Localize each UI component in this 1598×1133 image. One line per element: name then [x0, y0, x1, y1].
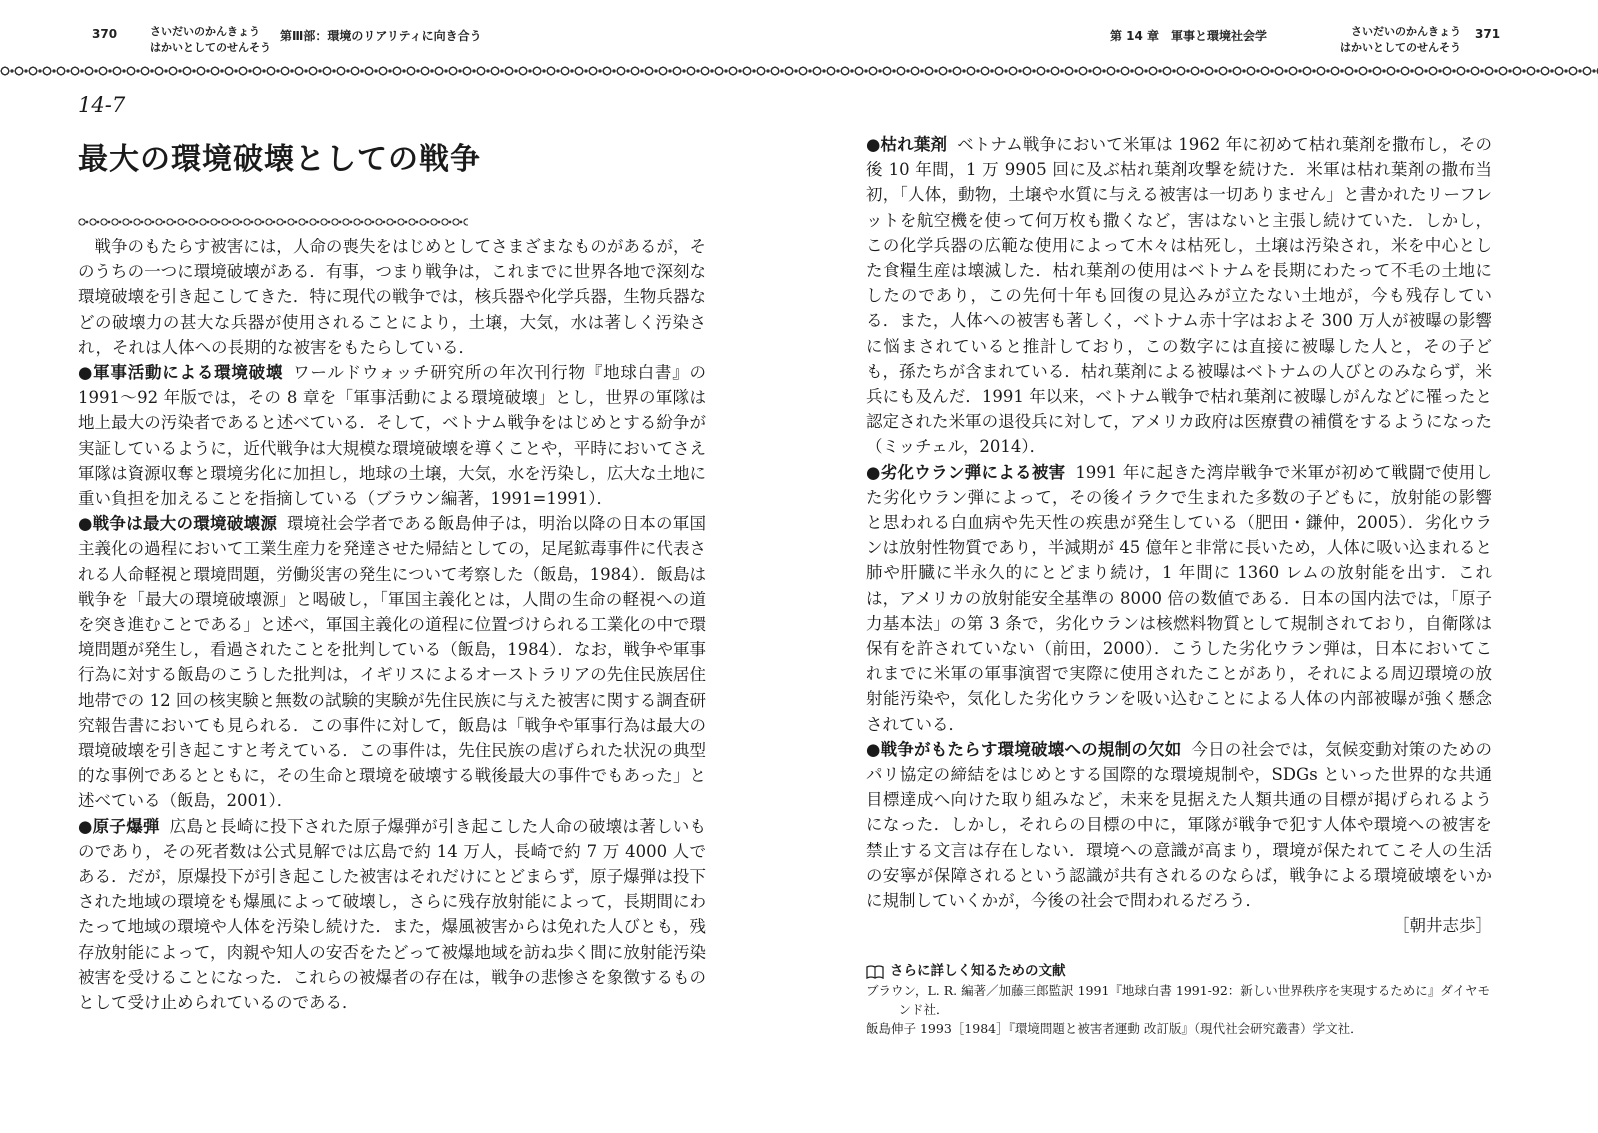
- references-section: [866, 962, 1492, 1038]
- header-ornament-divider: [0, 64, 1598, 78]
- intro-paragraph: 戦争のもたらす被害には，人命の喪失をはじめとしてさまざまなものがあるが，そのうちの一つに環境破壊がある．有事，つまり戦争は，これまでに世界各地で深刻な環境破壊を引き起こしてきた．特に現代の戦争では，核兵器や化学兵器，生物兵器などの破壊力の甚大な兵器が使用されることにより，土壌，大気，水は著しく汚染され，それは人体への長期的な被害をもたらしている．: [78, 237, 707, 357]
- references-title: さらに詳しく知るための文献: [890, 963, 1066, 979]
- right-page-number: 371: [1475, 27, 1501, 41]
- right-header-series-line1: さいだいのかんきょう: [1351, 25, 1461, 38]
- heading-military-activity: ●軍事活動による環境破壊: [78, 363, 284, 383]
- reference-item: ブラウン，L. R. 編著／加藤三郎監訳 1991『地球白書 1991-92：新しい世界秩序を実現するために』ダイヤモンド社．: [866, 983, 1491, 1017]
- left-header-series-line1: さいだいのかんきょう: [150, 25, 260, 38]
- right-header-chapter: 第 14 章 軍事と環境社会学: [1110, 29, 1268, 43]
- left-column: [78, 234, 706, 1015]
- paragraph-depleted-uranium: [866, 460, 1492, 737]
- section-number: 14-7: [78, 93, 126, 117]
- page-title: 最大の環境破壊としての戦争: [78, 142, 481, 177]
- left-header-series-line2: はかいとしてのせんそう: [150, 41, 271, 54]
- left-header-series: [150, 24, 271, 56]
- title-ornament-divider: [78, 217, 468, 227]
- text-depleted-uranium: 1991 年に起きた湾岸戦争で米軍が初めて戦闘で使用した劣化ウラン弾によって，その後イラクで生まれた多数の子どもに，放射能の影響と思われる白血病や先天性の疾患が発生している（肥田・鎌仲，2005）．劣化ウランは放射性物質であり，半減期が 45 億年と非常に長いため，人体に吸い込まれると肺や肝臓に半永久的にとどまり続け，1 年間に 1360 レムの放射能を出す．これは，アメリカの放射能安全基準の 8000 倍の数値である．日本の国内法では，「原子力基本法」の第 3 条で，劣化ウランは核燃料物質として規制されており，自衛隊は保有を許されていない（前田，2000）．こうした劣化ウラン弾は，日本においてこれまでに米軍の軍事演習で実際に使用されたことがあり，それによる周辺環境の放射能汚染や，気化した劣化ウランを吸い込むことによる人体の内部被曝が強く懸念されている．: [866, 462, 1492, 734]
- references-title-row: [866, 962, 1492, 981]
- paragraph-regulation-lack: [866, 737, 1492, 913]
- right-column: [866, 132, 1492, 939]
- text-atomic-bomb: 広島と長崎に投下された原子爆弾が引き起こした人命の破壊は著しいものであり，その死者数は公式見解では広島で約 14 万人，長崎で約 7 万 4000 人である．だが，原爆投下が引き起こした被害はそれだけにとどまらず，原子爆弾は投下された地域の環境をも爆風によって破壊し，さらに残存放射能によって，長期間にわたって地域の環境や人体を汚染し続けた．また，爆風被害からは免れた人びとも，残存放射能によって，肉親や知人の安否をたどって被爆地域を訪ね歩く間に放射能汚染被害を受けることになった．これらの被爆者の存在は，戦争の悲惨さを象徴するものとして受け止められているのである．: [78, 816, 706, 1013]
- book-icon: [866, 965, 884, 979]
- heading-regulation-lack: ●戦争がもたらす環境破壊への規制の欠如: [866, 739, 1182, 759]
- paragraph-military-activity: [78, 360, 706, 511]
- paragraph-agent-orange: [866, 132, 1492, 460]
- heading-agent-orange: ●枯れ葉剤: [866, 135, 948, 154]
- text-agent-orange: ベトナム戦争において米軍は 1962 年に初めて枯れ葉剤を撒布し，その後 10 年間，1 万 9905 回に及ぶ枯れ葉剤攻撃を続けた．米軍は枯れ葉剤の撒布当初，「人体，動物，土壌や水質に与える被害は一切ありません」と書かれたリーフレットを航空機を使って何万枚も撒くなど，害はないと主張し続けていた．しかし，この化学兵器の広範な使用によって木々は枯死し，土壌は汚染され，米を中心とした食糧生産は壊滅した．枯れ葉剤の使用はベトナムを長期にわたって不毛の土地にしたのであり，この先何十年も回復の見込みが立たない土地が，今も残存している．また，人体への被害も著しく，ベトナム赤十字はおよそ 300 万人が被曝の影響に悩まされていると推計しており，この数字には直接に被曝した人と，その子ども，孫たちが含まれている．枯れ葉剤による被曝はベトナムの人びとのみならず，米兵にも及んだ．1991 年以来，ベトナム戦争で枯れ葉剤に被曝しがんなどに罹ったと認定された米軍の退役兵に対して，アメリカ政府は医療費の補償をするようになった（ミッチェル，2014）．: [866, 135, 1493, 457]
- right-header-series-line2: はかいとしてのせんそう: [1340, 41, 1461, 54]
- right-header-series: [1340, 24, 1461, 56]
- left-header-part: 第Ⅲ部：環境のリアリティに向き合う: [280, 29, 482, 43]
- heading-war-source: ●戦争は最大の環境破壊源: [78, 514, 278, 534]
- paragraph-war-source: [78, 511, 706, 813]
- heading-atomic-bomb: ●原子爆弾: [78, 816, 160, 836]
- text-regulation-lack: 今日の社会では，気候変動対策のためのパリ協定の締結をはじめとする国際的な環境規制や，SDGs といった世界的な共通目標達成へ向けた取り組みなど，未来を見据えた人類共通の目標が掲げられるようになった．しかし，それらの目標の中に，軍隊が戦争で犯す人体や環境への被害を禁止する文言は存在しない．環境への意識が高まり，環境が保たれてこそ人の生活の安寧が保障されるという認識が共有されるのならば，戦争による環境破壊をいかに規制していくかが，今後の社会で問われるだろう．: [866, 739, 1492, 911]
- text-war-source: 環境社会学者である飯島伸子は，明治以降の日本の軍国主義化の過程において工業生産力を発達させた帰結としての，足尾鉱毒事件に代表される人命軽視と環境問題，労働災害の発生について考察した（飯島，1984）．飯島は戦争を「最大の環境破壊源」と喝破し，「軍国主義化とは，人間の生命の軽視への道を突き進むことである」と述べ，軍国主義化の道程に位置づけられる工業化の中で環境問題が発生し，看過されたことを批判している（飯島，1984）．なお，戦争や軍事行為に対する飯島のこうした批判は，イギリスによるオーストラリアの先住民族居住地帯での 12 回の核実験と無数の試験的実験が先住民族に与えた被害に関する調査研究報告書においても見られる．この事件に対して，飯島は「戦争や軍事行為は最大の環境破壊を引き起こすと考えている．この事件は，先住民族の虐げられた状況の典型的な事例であるとともに，その生命と環境を破壊する戦後最大の事件でもあった」と述べている（飯島，2001）．: [78, 514, 706, 811]
- text-military-activity: ワールドウォッチ研究所の年次刊行物『地球白書』の 1991～92 年版では，その 8 章を「軍事活動による環境破壊」とし，世界の軍隊は地上最大の汚染者であると述べている．そして，ベトナム戦争をはじめとする紛争が実証しているように，近代戦争は大規模な環境破壊を導くことや，平時においてさえ軍隊は資源収奪と環境劣化に加担し，地球の土壌，大気，水を汚染し，広大な土地に重い負担を加えることを指摘している（ブラウン編著，1991=1991）．: [78, 363, 707, 509]
- reference-item: 飯島伸子 1993［1984］『環境問題と被害者運動 改訂版』（現代社会研究叢書）学文社．: [866, 1021, 1363, 1036]
- heading-depleted-uranium: ●劣化ウラン弾による被害: [866, 462, 1066, 482]
- paragraph-atomic-bomb: [78, 814, 706, 1016]
- author-signature: ［朝井志歩］: [1393, 916, 1492, 936]
- left-page-number: 370: [92, 27, 118, 41]
